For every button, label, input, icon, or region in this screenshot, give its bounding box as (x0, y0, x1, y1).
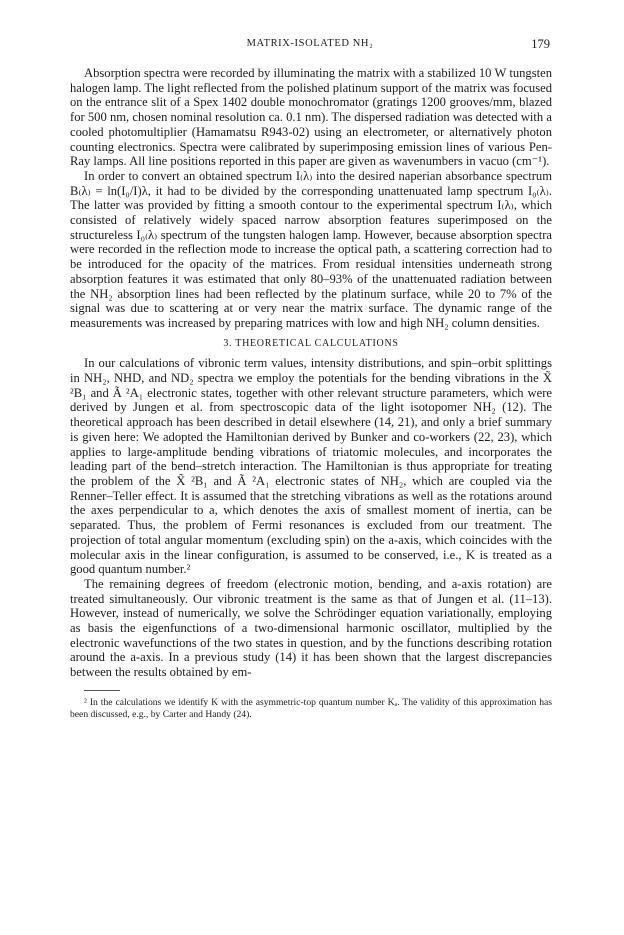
running-header (70, 38, 550, 54)
footnote: ² In the calculations we identify K with the asymmetric-top quantum number Kₐ. The validity of this approximation has been discussed, e.g., by Carter and Handy (24). (70, 696, 552, 720)
body-text (70, 66, 552, 721)
paragraph-degrees-of-freedom: The remaining degrees of freedom (electronic motion, bending, and a-axis rotation) are treated simultaneously. Our vibronic treatment is the same as that of Jungen et al. (11–13). However, instead of numerically, we solve the Schrödinger equation variationally, employing as basis the eigenfunctions of a two-dimensional harmonic oscillator, multiplied by the electronic wavefunctions of the two states in question, and by the functions describing rotation around the a-axis. In a previous study (14) it has been shown that the largest discrepancies between the results obtained by em- (70, 576, 552, 680)
paragraph-theoretical-approach: In our calculations of vibronic term values, intensity distributions, and spin–orbit splittings in NH₂, NHD, and ND₂ spectra we employ the potentials for the bending vibrations in the X̃ ²B₁ and Ã ²A₁ electronic states, together with other relevant structure parameters, which were derived by Jungen et al. from spectroscopic data of the light isotopomer NH₂ (12). The theoretical approach has been described in detail elsewhere (14, 21), and only a brief summary is given here: We adopted the Hamiltonian derived by Bunker and co-workers (22, 23), which applies to large-amplitude bending vibrations of triatomic molecules, and incorporates the leading part of the bend–stretch interaction. The Hamiltonian is thus appropriate for treating the problem of the X̃ ²B₁ and Ã ²A₁ electronic states of NH₂, which are coupled via the Renner–Teller effect. It is assumed that the stretching vibrations as well as the rotations around the axes perpendicular to a, which denotes the axis of smallest moment of inertia, can be separated. Thus, the problem of Fermi resonances is excluded from our treatment. The projection of total angular momentum (excluding spin) on the a-axis, which coincides with the molecular axis in the linear configuration, is assumed to be conserved, i.e., K is treated as a good quantum number.² (70, 356, 552, 577)
footnote-rule (84, 690, 120, 691)
paragraph-absorbance-conversion: In order to convert an obtained spectrum I₍λ₎ into the desired naperian absorbance spectrum B₍λ₎ = ln(I₀/I)λ, it had to be divided by the corresponding unattenuated lamp spectrum I₀₍λ₎. The latter was provided by fitting a smooth contour to the experimental spectrum I₍λ₎, which consisted of relatively widely spaced narrow absorption features superimposed on the structureless I₀₍λ₎ spectrum of the tungsten halogen lamp. However, because absorption spectra were recorded in the reflection mode to increase the optical path, a scattering correction had to be introduced for the opacity of the matrices. From residual intensities underneath strong absorption features it was estimated that only 80–93% of the unattenuated radiation between the NH₂ absorption lines had been reflected by the platinum surface, while 20 to 7% of the signal was due to scattering at or very near the matrix surface. The dynamic range of the measurements was increased by preparing matrices with low and high NH₂ column densities. (70, 168, 552, 330)
page-number: 179 (531, 37, 550, 51)
paragraph-spectra-recording: Absorption spectra were recorded by illuminating the matrix with a stabilized 10 W tungsten halogen lamp. The light reflected from the polished platinum support of the matrix was focused on the entrance slit of a Spex 1402 double monochromator (gratings 1200 grooves/mm, blazed for 500 nm, chosen nominal resolution ca. 0.1 nm). The dispersed radiation was detected with a cooled photomultiplier (Hamamatsu R943-02) using an electrometer, or alternatively photon counting electronics. Spectra were calibrated by superimposing emission lines of various Pen-Ray lamps. All line positions reported in this paper are given as wavenumbers in vacuo (cm⁻¹). (70, 66, 552, 169)
running-title: MATRIX-ISOLATED NH₂ (246, 38, 374, 49)
section-heading: 3. THEORETICAL CALCULATIONS (223, 337, 399, 349)
